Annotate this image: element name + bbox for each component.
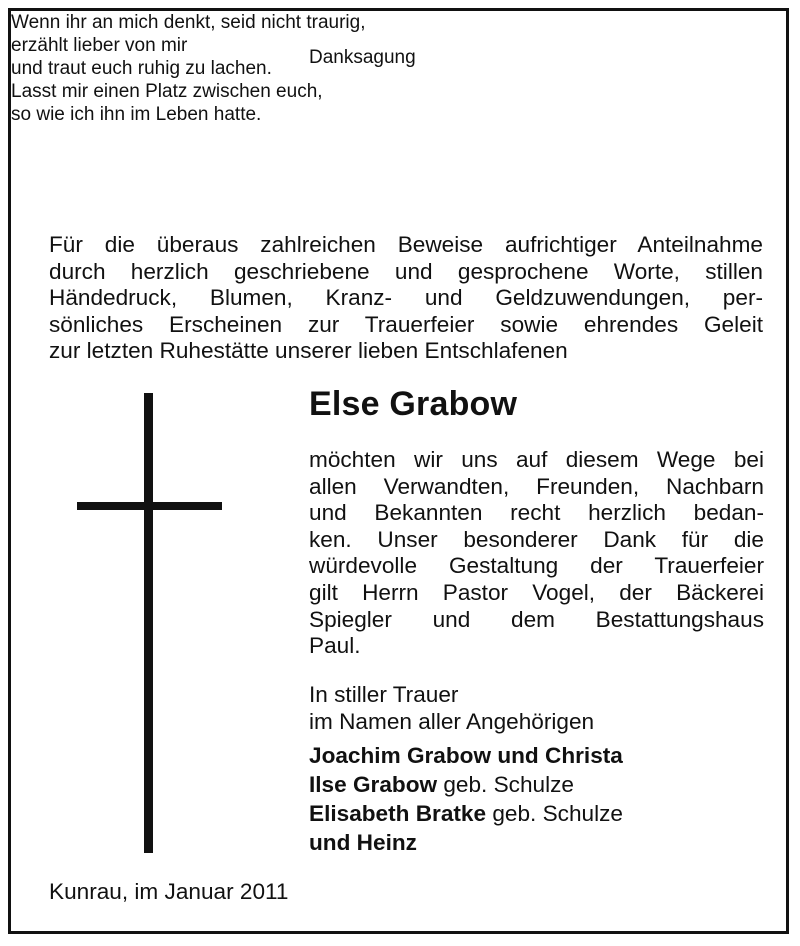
deceased-name: Else Grabow [309, 385, 518, 423]
notice-frame [8, 8, 789, 934]
thanks-line: ken. Unser besonderer Dank für die [309, 526, 764, 552]
thanks-line: gilt Herrn Pastor Vogel, der Bäckerei [309, 579, 764, 605]
poem-line: erzählt lieber von mir [11, 35, 188, 56]
intro-line: zur letzten Ruhestätte unserer lieben Entschlafenen [49, 338, 568, 363]
signer-suffix: geb. Schulze [437, 772, 574, 797]
mourning-line: im Namen aller Angehörigen [309, 709, 595, 734]
thanks-line: möchten wir uns auf diesem Wege bei [309, 447, 764, 472]
thanks-line: würdevolle Gestaltung der Trauerfeier [309, 553, 764, 579]
intro-line: sönliches Erscheinen zur Trauerfeier sowie ehrendes Geleit [49, 311, 763, 337]
place-date: Kunrau, im Januar 2011 [49, 879, 289, 904]
thanks-line: Spiegler und dem Bestattungshaus [309, 606, 764, 632]
thanks-paragraph [309, 447, 764, 660]
poem-line: und traut euch ruhig zu lachen. [11, 58, 272, 79]
intro-line: Für die überaus zahlreichen Beweise aufrichtiger Anteilnahme [49, 232, 763, 257]
signer [309, 741, 623, 770]
signer-name: Ilse Grabow [309, 772, 438, 797]
intro-line: durch herzlich geschriebene und gesprochene Worte, stillen [49, 258, 763, 284]
signers-list [309, 741, 623, 857]
signer-name: Elisabeth Bratke [309, 801, 487, 826]
poem-line: Lasst mir einen Platz zwischen euch, [11, 81, 323, 102]
mourning-block [309, 681, 594, 735]
thanks-line: allen Verwandten, Freunden, Nachbarn [309, 473, 764, 499]
poem-line: so wie ich ihn im Leben hatte. [11, 104, 262, 125]
signer-suffix: geb. Schulze [486, 801, 623, 826]
signer [309, 770, 623, 799]
cross-icon [77, 393, 222, 853]
signer [309, 799, 623, 828]
heading: Danksagung [309, 47, 416, 68]
mourning-line: In stiller Trauer [309, 682, 459, 707]
signer-name: Joachim Grabow und Christa [309, 743, 623, 768]
thanks-line: Paul. [309, 633, 361, 659]
poem-line: Wenn ihr an mich denkt, seid nicht traurig, [11, 12, 366, 33]
intro-paragraph [49, 232, 763, 365]
thanks-line: und Bekannten recht herzlich bedan- [309, 500, 764, 526]
signer [309, 828, 623, 857]
signer-name: und Heinz [309, 830, 417, 855]
intro-line: Händedruck, Blumen, Kranz- und Geldzuwendungen, per- [49, 285, 763, 310]
